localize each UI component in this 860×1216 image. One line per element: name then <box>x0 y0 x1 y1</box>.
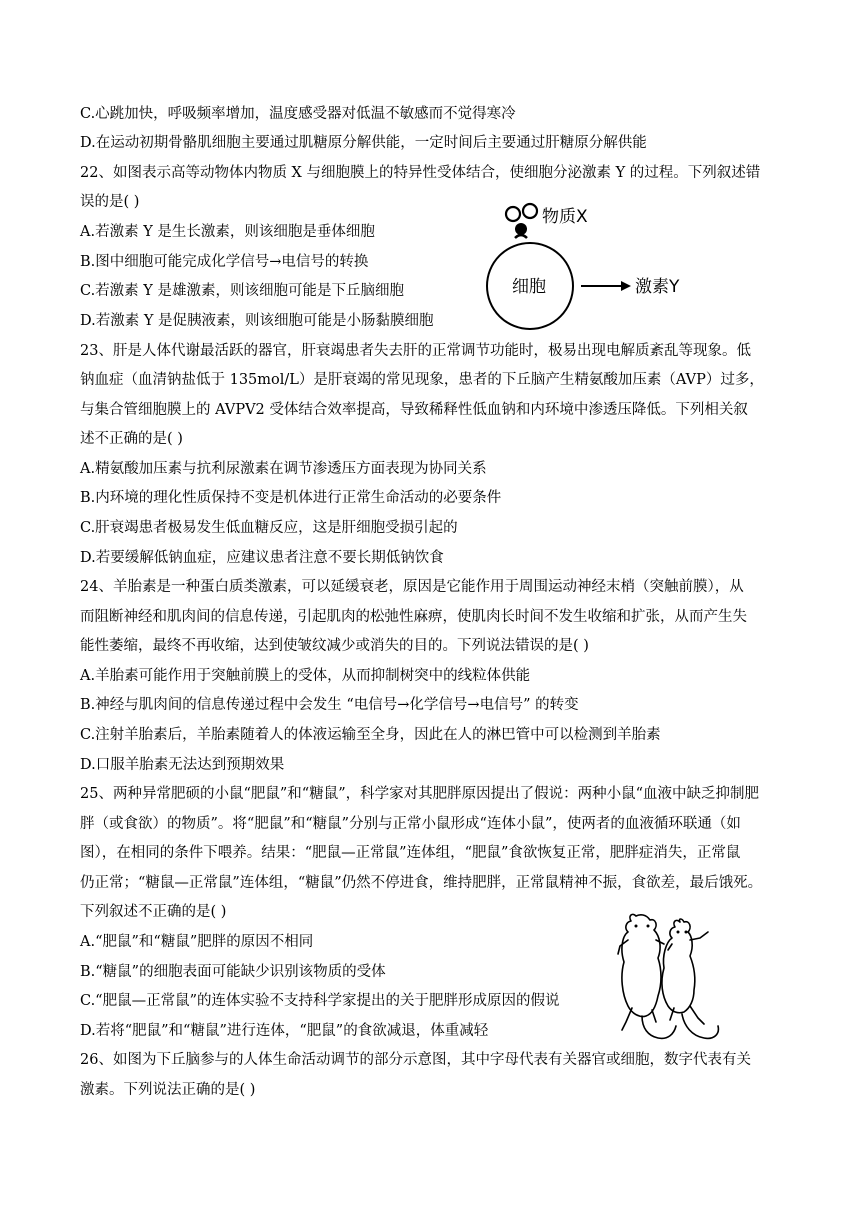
substance-x-molecule <box>506 207 520 221</box>
q22-option-a: A.若激素 Y 是生长激素，则该细胞是垂体细胞 <box>80 224 375 240</box>
conjoined-mice-illustration <box>612 910 727 1045</box>
q25-option-a: A.“肥鼠”和“糖鼠”肥胖的原因不相同 <box>80 934 314 950</box>
q25-option-c: C.“肥鼠—正常鼠”的连体实验不支持科学家提出的关于肥胖形成原因的假说 <box>80 993 560 1009</box>
substance-x-molecule <box>523 204 537 218</box>
q24-option-a: A.羊胎素可能作用于突触前膜上的受体，从而抑制树突中的线粒体供能 <box>80 668 531 684</box>
q23-option-c: C.肝衰竭患者极易发生低血糖反应，这是肝细胞受损引起的 <box>80 520 458 536</box>
q23-stem-line-1: 23、肝是人体代谢最活跃的器官，肝衰竭患者失去肝的正常调节功能时，极易出现电解质紊乱等现象。低 <box>80 343 751 359</box>
left-mouse-eye <box>647 925 650 928</box>
q21-option-c: C.心跳加快，呼吸频率增加，温度感受器对低温不敏感而不觉得寒冷 <box>80 106 516 122</box>
q24-stem-line-1: 24、羊胎素是一种蛋白质类激素，可以延缓衰老，原因是它能作用于周围运动神经末梢（突触前膜），从 <box>80 579 744 595</box>
q24-option-b: B.神经与肌肉间的信息传递过程中会发生 “电信号→化学信号→电信号” 的转变 <box>80 697 579 713</box>
q23-option-b: B.内环境的理化性质保持不变是机体进行正常生命活动的必要条件 <box>80 490 502 506</box>
q23-stem-line-2: 钠血症（血清钠盐低于 135mol/L）是肝衰竭的常见现象，患者的下丘脑产生精氨酸加压素（AVP）过多， <box>80 372 764 388</box>
receptor-bound-substance <box>515 223 527 235</box>
membrane-receptor <box>515 235 527 238</box>
right-mouse-forelimb <box>690 932 708 940</box>
q25-stem-line-3: 图），在相同的条件下喂养。结果：“肥鼠—正常鼠”连体组，“肥鼠”食欲恢复正常，肥胖症消失，正常鼠 <box>80 845 741 861</box>
right-mouse-eye <box>685 931 688 934</box>
q25-option-d: D.若将“肥鼠”和“糖鼠”进行连体，“肥鼠”的食欲减退，体重减轻 <box>80 1023 489 1039</box>
q25-stem-line-1: 25、两种异常肥硕的小鼠“肥鼠”和“糖鼠”，科学家对其肥胖原因提出了假说：两种小鼠“血液中缺乏抑制肥 <box>80 786 760 802</box>
hormone-y-label: 激素Y <box>635 277 680 297</box>
q21-option-d: D.在运动初期骨骼肌细胞主要通过肌糖原分解供能，一定时间后主要通过肝糖原分解供能 <box>80 135 647 151</box>
q22-option-c: C.若激素 Y 是雄激素，则该细胞可能是下丘脑细胞 <box>80 283 404 299</box>
q22-stem-line-2: 误的是( ) <box>80 194 140 210</box>
q23-option-d: D.若要缓解低钠血症，应建议患者注意不要长期低钠饮食 <box>80 550 444 566</box>
q23-option-a: A.精氨酸加压素与抗利尿激素在调节渗透压方面表现为协同关系 <box>80 461 487 477</box>
q25-stem-line-2: 胖（或食欲）的物质”。将“肥鼠”和“糖鼠”分别与正常小鼠形成“连体小鼠”，使两者的血液循环联通（如 <box>80 816 741 832</box>
q25-stem-line-4: 仍正常；“糖鼠—正常鼠”连体组，“糖鼠”仍然不停进食，维持肥胖，正常鼠精神不振，食欲差，最后饿死。 <box>80 875 763 891</box>
left-mouse-hindlimb <box>622 1008 632 1030</box>
q23-stem-line-3: 与集合管细胞膜上的 AVPV2 受体结合效率提高，导致稀释性低血钠和内环境中渗透压降低。下列相关叙 <box>80 402 748 418</box>
left-mouse-hindlimb <box>652 1010 656 1022</box>
left-mouse-eye <box>635 925 638 928</box>
q25-option-b: B.“糖鼠”的细胞表面可能缺少识别该物质的受体 <box>80 964 386 980</box>
left-mouse-body <box>622 914 661 1016</box>
q24-option-d: D.口服羊胎素无法达到预期效果 <box>80 757 285 773</box>
q26-stem-line-1: 26、如图为下丘脑参与的人体生命活动调节的部分示意图，其中字母代表有关器官或细胞，数字代表有关 <box>80 1052 751 1068</box>
cell-secretion-diagram <box>485 196 705 336</box>
cell-label: 细胞 <box>512 277 546 297</box>
q22-option-d: D.若激素 Y 是促胰液素，则该细胞可能是小肠黏膜细胞 <box>80 313 434 329</box>
q23-stem-line-4: 述不正确的是( ) <box>80 431 183 447</box>
q24-option-c: C.注射羊胎素后，羊胎素随着人的体液运输至全身，因此在人的淋巴管中可以检测到羊胎素 <box>80 727 661 743</box>
q24-stem-line-3: 能性萎缩，最终不再收缩，达到使皱纹减少或消失的目的。下列说法错误的是( ) <box>80 638 589 654</box>
right-mouse-eye <box>677 931 680 934</box>
q22-stem-line-1: 22、如图表示高等动物体内物质 X 与细胞膜上的特异性受体结合，使细胞分泌激素 Y 的过程。下列叙述错 <box>80 165 761 181</box>
right-mouse-tail <box>682 1014 718 1038</box>
right-mouse-hindlimb <box>690 1006 704 1024</box>
q25-stem-line-5: 下列叙述不正确的是( ) <box>80 904 227 920</box>
arrow-head-icon <box>621 281 631 291</box>
q26-stem-line-2: 激素。下列说法正确的是( ) <box>80 1082 256 1098</box>
right-mouse-forelimb <box>668 944 672 950</box>
substance-x-label: 物质X <box>542 207 588 227</box>
q24-stem-line-2: 而阻断神经和肌肉间的信息传递，引起肌肉的松弛性麻痹，使肌肉长时间不发生收缩和扩张，从而产生失 <box>80 609 747 625</box>
q22-option-b: B.图中细胞可能完成化学信号→电信号的转换 <box>80 254 369 270</box>
